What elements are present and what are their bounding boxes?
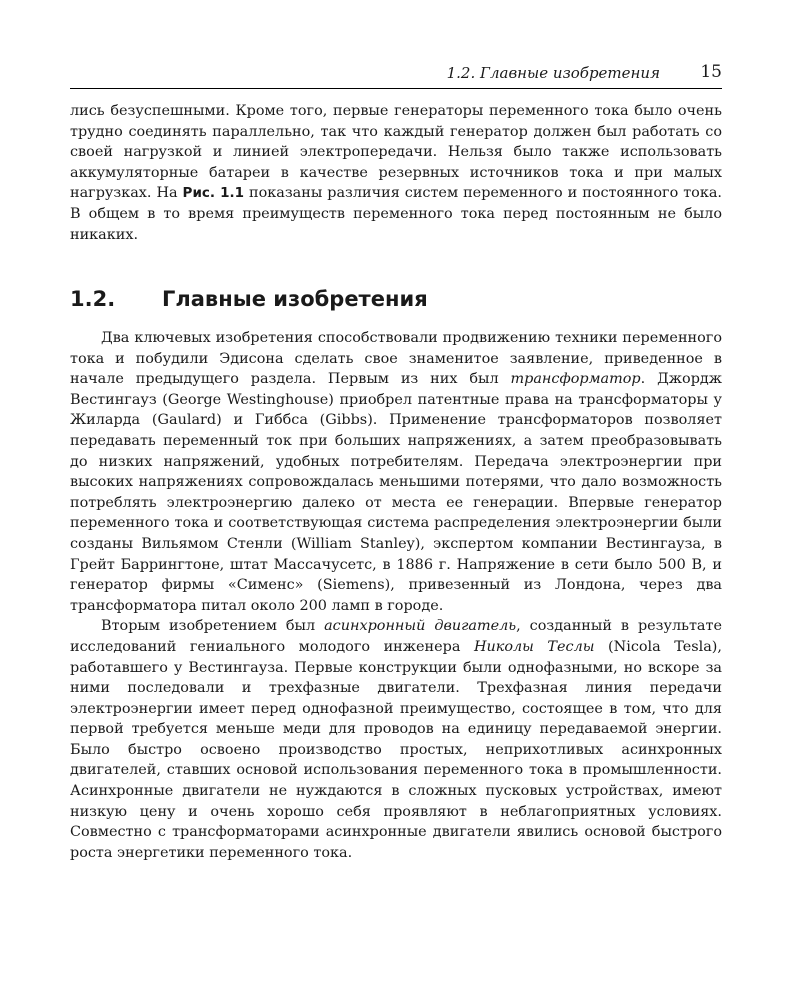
text-run: Вторым изобретением был bbox=[101, 618, 325, 635]
figure-reference: Рис. 1.1 bbox=[182, 185, 245, 202]
text-run: , созданный в результате исследований гениального молодого инженера bbox=[70, 618, 722, 655]
text-run: (Nicola Tesla), работавшего у Вестингауза. Первые конструкции были однофазными, но вскоре за ними последовали и трехфазные двигатели. Трехфазная линия передачи электроэнергии имеет перед однофазной преимущество, состоящее в том, что для первой требуется меньше меди для проводов на единицу передаваемой энергии. Было быстро освоено производство простых, неприхотливых асинхронных двигателей, ставших основой использования переменного тока в промышленности. Асинхронные двигатели не нуждаются в сложных пусковых устройствах, имеют низкую цену и очень хорошо себя проявляют в неблагоприятных условиях. Совместно с трансформаторами асинхронные двигатели явились основой быстрого роста энергетики переменного тока. bbox=[70, 638, 722, 861]
italic-term: асинхронный двигатель bbox=[324, 618, 517, 635]
section-body bbox=[70, 328, 722, 863]
running-header bbox=[70, 58, 722, 89]
section-heading bbox=[70, 287, 722, 311]
italic-name: Николы Теслы bbox=[473, 638, 595, 655]
text-run: показаны различия систем переменного и постоянного тока. В общем в то время преимуществ переменного тока перед постоянным не было никаких. bbox=[70, 185, 722, 243]
running-title: 1.2. Главные изобретения bbox=[446, 64, 660, 82]
section-number: 1.2. bbox=[70, 287, 116, 311]
text-run: . Джордж Вестингауз (George Westinghouse) приобрел патентные права на трансформаторы у Жиларда (Gaulard) и Гиббса (Gibbs). Применение трансформаторов позволяет передавать переменный ток при больших напряжениях, а затем преобразовывать до низких напряжений, удобных потребителям. Передача электроэнергии при высоких напряжениях сопровождалась меньшими потерями, что дало возможность потреблять электроэнергию далеко от места ее генерации. Впервые генератор переменного тока и соответствующая система распределения электроэнергии были созданы Вильямом Стенли (William Stanley), экспертом компании Вестингауза, в Грейт Баррингтоне, штат Массачусетс, в 1886 г. Напряжение в сети было 500 В, и генератор фирмы «Сименс» (Siemens), привезенный из Лондона, через два трансформатора питал около 200 ламп в городе. bbox=[70, 371, 723, 614]
paragraph bbox=[70, 101, 722, 245]
continuation-paragraph bbox=[70, 101, 722, 245]
italic-term: трансформатор bbox=[510, 371, 641, 388]
paragraph bbox=[70, 616, 722, 863]
page-number: 15 bbox=[700, 62, 722, 82]
text-run: Два ключевых изобретения способствовали продвижению техники переменного тока и побудили Эдисона сделать свое знаменитое заявление, приведенное в начале предыдущего раздела. Первым из них был bbox=[70, 330, 722, 388]
section-title: Главные изобретения bbox=[162, 287, 428, 311]
text-run: лись безуспешными. Кроме того, первые генераторы переменного тока было очень трудно соединять параллельно, так что каждый генератор должен был работать со своей нагрузкой и линией электропередачи. Нельзя было также использовать аккумуляторные батареи в качестве резервных источников тока и при малых нагрузках. На bbox=[70, 103, 722, 202]
paragraph bbox=[70, 328, 722, 616]
